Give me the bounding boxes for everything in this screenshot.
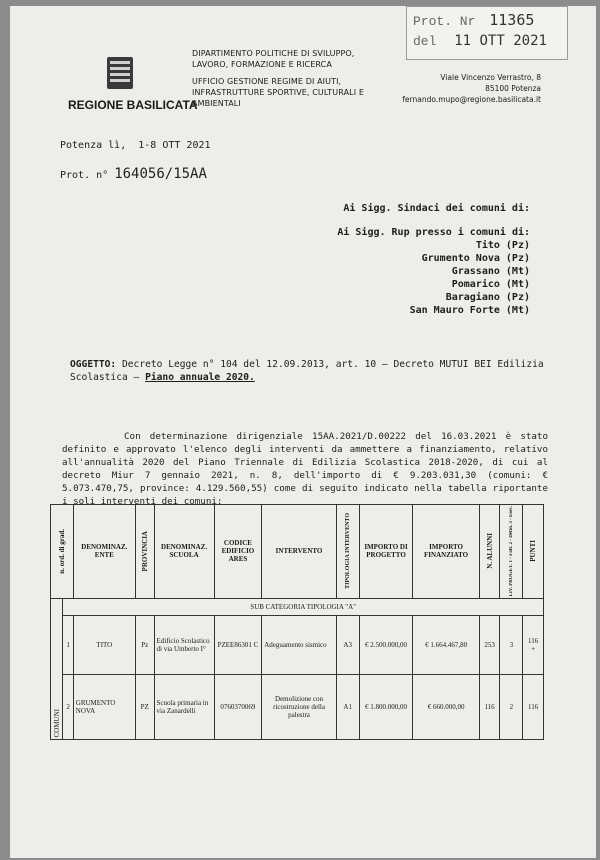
table-row: 2 GRUMENTO NOVA PZ Scuola primaria in via Zanardelli 0760370069 Demolizione con ricostruzione della palestra A1 € 1.800.000,00 € 660.000,00 116 2 116 bbox=[51, 674, 544, 739]
col-punti: PUNTI bbox=[523, 505, 544, 599]
stamp-date-label: del bbox=[413, 34, 437, 49]
recipients-block: Ai Sigg. Rup presso i comuni di: Tito (Pz) Grumento Nova (Pz) Grassano (Mt) Pomarico (Mt) Baragiano (Pz) San Mauro Forte (Mt) bbox=[337, 227, 530, 316]
interventions-table bbox=[50, 504, 544, 740]
recipients-sindaci: Ai Sigg. Sindaci dei comuni di: bbox=[343, 203, 530, 214]
col-liv: LIV. PROGET. 1 - Fatt. 2 - Defin. 3 - Esec. bbox=[500, 505, 523, 599]
subcategory-label: SUB CATEGORIA TIPOLOGIA "A" bbox=[63, 598, 544, 615]
document-page bbox=[10, 6, 596, 858]
col-importo-progetto: IMPORTO DI PROGETTO bbox=[359, 505, 413, 599]
col-prov: PROVINCIA bbox=[135, 505, 154, 599]
address-block: Viale Vincenzo Verrastro, 8 85100 Potenza fernando.mupo@regione.basilicata.it bbox=[402, 73, 541, 104]
dateline: Potenza lì, 1-8 OTT 2021 bbox=[60, 140, 211, 151]
stamp-date-value: 11 OTT 2021 bbox=[454, 33, 547, 49]
oggetto-label: OGGETTO: bbox=[70, 359, 117, 370]
recipient-comune: San Mauro Forte (Mt) bbox=[409, 305, 530, 316]
recipient-comune: Grumento Nova (Pz) bbox=[421, 253, 530, 264]
col-intervento: INTERVENTO bbox=[262, 505, 337, 599]
table-row: 1 TITO Pz Edificio Scolastico di via Umberto I° PZEE86301 C Adeguamento sismico A3 € 2.500.000,00 € 1.664.467,80 253 3 116 + bbox=[51, 615, 544, 674]
recipient-comune: Grassano (Mt) bbox=[451, 266, 530, 277]
subcategory-row bbox=[51, 598, 544, 615]
col-alunni: N. ALUNNI bbox=[479, 505, 500, 599]
recipient-comune: Tito (Pz) bbox=[475, 240, 530, 251]
oggetto-emphasis: Piano annuale 2020. bbox=[145, 372, 255, 383]
region-name: REGIONE BASILICATA bbox=[68, 98, 198, 112]
office-block: UFFICIO GESTIONE REGIME DI AIUTI, INFRASTRUTTURE SPORTIVE, CULTURALI E AMBIENTALI bbox=[192, 77, 364, 108]
col-scuola: DENOMINAZ. SCUOLA bbox=[154, 505, 214, 599]
recipient-comune: Baragiano (Pz) bbox=[445, 292, 530, 303]
table-header-row bbox=[51, 505, 544, 599]
department-block: DIPARTIMENTO POLITICHE DI SVILUPPO, LAVORO, FORMAZIONE E RICERCA bbox=[192, 49, 355, 69]
oggetto-block bbox=[70, 358, 546, 384]
col-tipologia: TIPOLOGIA INTERVENTO bbox=[336, 505, 359, 599]
protocol-line: Prot. n° 164056/15AA bbox=[60, 166, 207, 182]
oggetto-text: Decreto Legge n° 104 del 12.09.2013, art. 10 – Decreto MUTUI BEI Edilizia Scolastica – bbox=[70, 359, 544, 383]
col-importo-finanziato: IMPORTO FINANZIATO bbox=[413, 505, 479, 599]
protocol-stamp bbox=[406, 6, 568, 60]
col-codice: CODICE EDIFICIO ARES bbox=[214, 505, 262, 599]
col-ente: DENOMINAZ. ENTE bbox=[73, 505, 135, 599]
dateline-date: 1-8 OTT 2021 bbox=[138, 140, 211, 151]
group-label-cell: COMUNI bbox=[51, 598, 63, 739]
regione-basilicata-logo-icon bbox=[106, 56, 134, 90]
recipient-comune: Pomarico (Mt) bbox=[451, 279, 530, 290]
col-ord: n. ord. di grad. bbox=[51, 505, 74, 599]
body-paragraph: Con determinazione dirigenziale 15AA.2021/D.00222 del 16.03.2021 è stato definito e approvato l'elenco degli interventi da ammettere a finanziamento, relativo all'annualità 2020 del Piano Triennale di Edilizia Scolastica 2018-2020, di cui al decreto Miur 7 gennaio 2021, n. 8, dell'importo di € 9.203.031,30 (comuni: € 5.073.470,75, province: 4.129.560,55) come di seguito indicato nella tabella riportante i soli interventi dei comuni: bbox=[62, 431, 548, 507]
protocol-number: 164056/15AA bbox=[114, 166, 207, 182]
stamp-prot-number: 11365 bbox=[489, 11, 535, 29]
stamp-prot-label: Prot. Nr bbox=[413, 14, 476, 29]
